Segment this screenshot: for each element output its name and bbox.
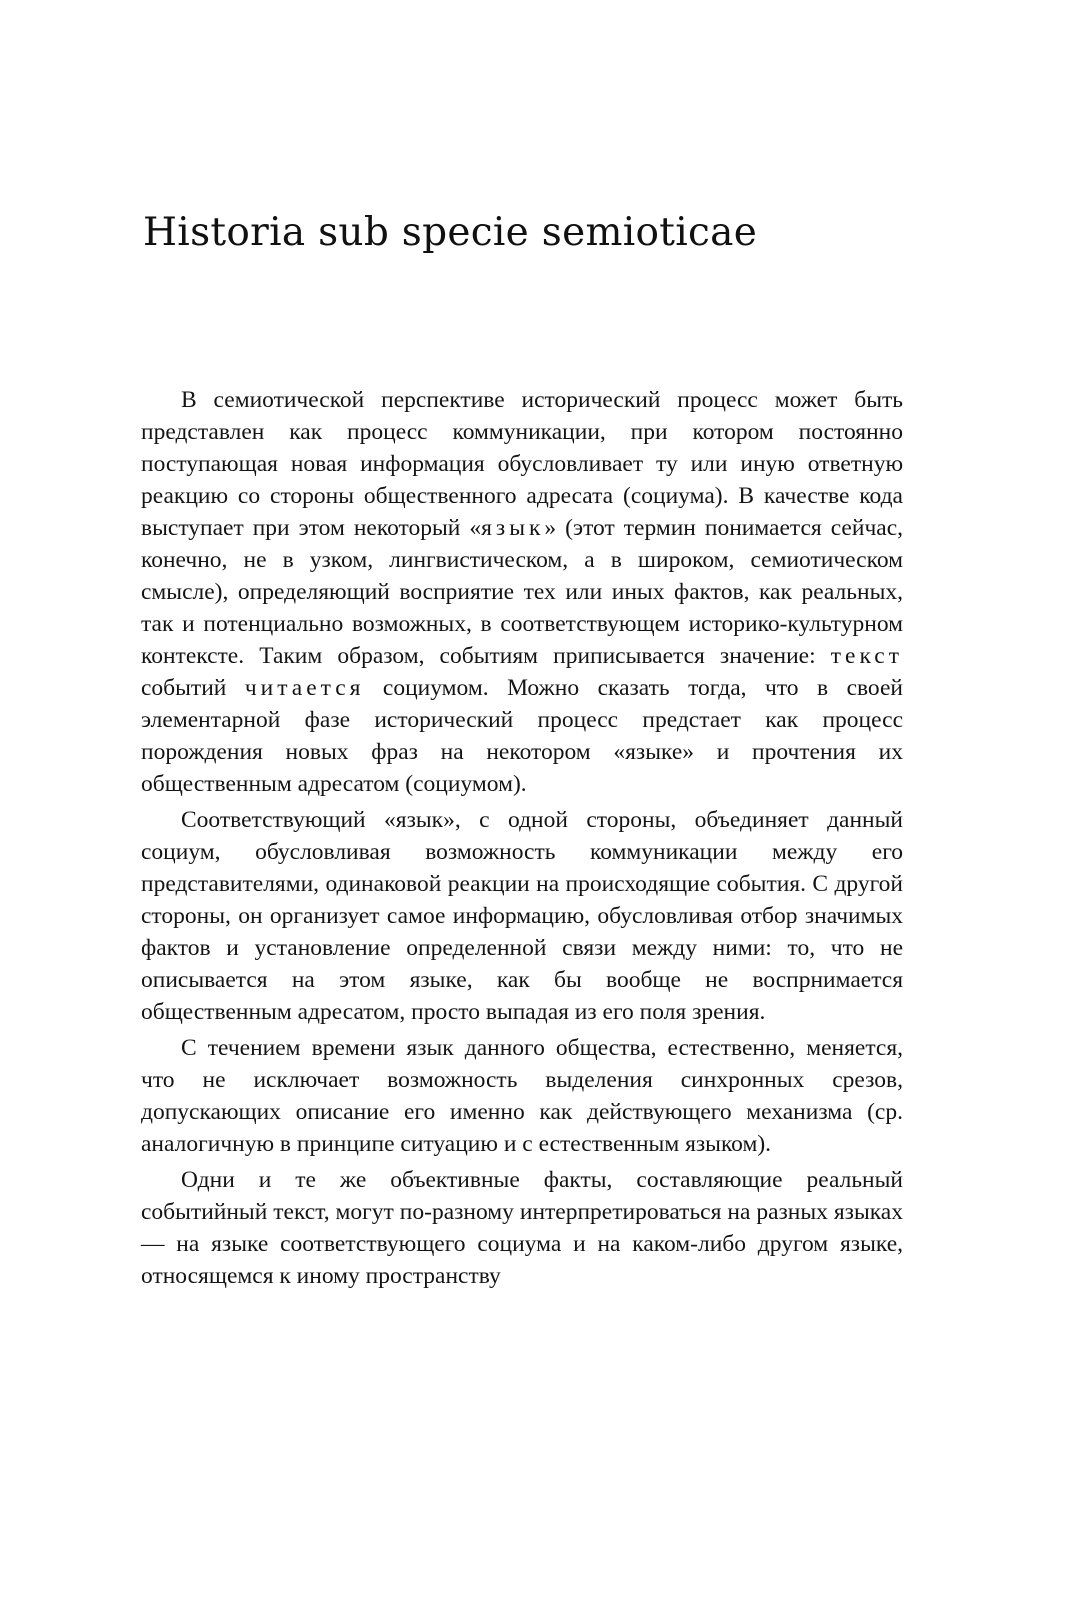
paragraph-1-text: В семиотической перспективе исторический процесс может быть представлен как процесс коммуникации, при котором постоянно поступающая новая информация обусловливает ту или иную ответную реакцию со стороны общественного адресата (социума). В качестве кода выступает при этом некоторый « — [141, 387, 903, 541]
paragraph-3: С течением времени язык данного общества, естественно, меняется, что не исключает возможность выделения синхронных срезов, допускающих описание его именно как действующего механизма (ср. аналогичную в принципе ситуацию и с естественным языком). — [141, 1035, 903, 1157]
paragraph-1-text-end: социумом. Можно сказать тогда, что в своей элементарной фазе исторический процесс предстает как процесс порождения новых фраз на некотором «языке» и прочтения их общественным адресатом (социумом). — [141, 675, 903, 797]
paragraph-1 — [141, 384, 903, 800]
paragraph-1-text-events: событий — [141, 675, 245, 701]
paragraph-2: Соответствующий «язык», с одной стороны, объединяет данный социум, обусловливая возможность коммуникации между его представителями, одинаковой реакции на происходящие события. С другой стороны, он организует самое информацию, обусловливая отбор значимых фактов и установление определенной связи между ними: то, что не описывается на этом языке, как бы вообще не воспрнимается общественным адресатом, просто выпадая из его поля зрения. — [141, 807, 903, 1025]
paragraph-4: Одни и те же объективные факты, составляющие реальный событийный текст, могут по-разному интерпретироваться на разных языках — на языке соответствующего социума и на каком-либо другом языке, относящемся к иному пространству — [141, 1167, 903, 1289]
chapter-title: Historia sub specie semioticae — [143, 210, 758, 255]
emphasis-is-read: читается — [244, 675, 365, 701]
emphasis-text: текст — [830, 643, 903, 669]
paragraph-1-text-cont: » (этот термин понимается сейчас, конечно, не в узком, лингвистическом, а в широком, семиотическом смысле), определяющий восприятие тех или иных фактов, как реальных, так и потенциально возможных, в соответствующем историко-культурном контексте. Таким образом, событиям приписывается значение: — [141, 515, 903, 669]
emphasis-language: язык — [481, 515, 545, 541]
body-text — [141, 384, 903, 1292]
